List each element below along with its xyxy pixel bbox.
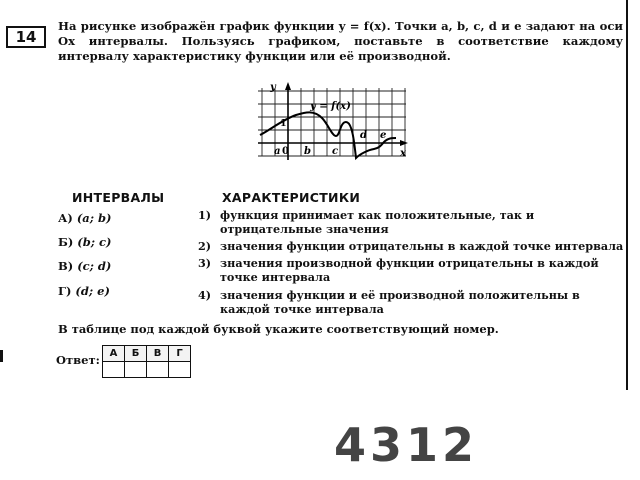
interval-letter: В): [58, 259, 74, 273]
characteristic-number: 1): [198, 208, 212, 222]
left-edge-mark: [0, 350, 3, 362]
interval-range: (c; d): [77, 259, 112, 273]
interval-letter: Г): [58, 284, 72, 298]
x-axis-arrow-icon: [400, 140, 408, 146]
characteristic-text: значения функции отрицательны в каждой точке интервала: [220, 239, 624, 253]
characteristic-3: [198, 257, 626, 284]
answer-label: Ответ:: [56, 353, 100, 367]
answer-header-g: Г: [169, 346, 191, 362]
function-graph: [256, 80, 416, 164]
point-a-label: a: [274, 146, 281, 157]
characteristic-4: [198, 289, 626, 316]
point-b-label: b: [304, 146, 311, 157]
characteristic-number: 4): [198, 288, 212, 302]
characteristic-number: 3): [198, 256, 212, 270]
point-c-label: c: [332, 146, 339, 157]
x-axis-label: x: [400, 148, 406, 159]
y-axis-label: y: [270, 82, 276, 93]
answer-header-a: А: [103, 346, 125, 362]
characteristic-2: [198, 240, 626, 254]
interval-d: [58, 284, 110, 298]
interval-range: (d; e): [75, 284, 110, 298]
characteristic-number: 2): [198, 239, 212, 253]
function-label: y = f(x): [310, 101, 351, 112]
answer-cell-a[interactable]: [103, 362, 125, 378]
origin-label: 0: [282, 146, 289, 157]
answer-header-b: Б: [125, 346, 147, 362]
point-e-label: e: [380, 130, 387, 141]
problem-text: На рисунке изображён график функции y = f(x). Точки a, b, c, d и e задают на оси Ox интервалы. Пользуясь графиком, поставьте в соответствие каждому интервалу характеристику функции или её производной.: [58, 19, 623, 63]
interval-a: [58, 211, 111, 225]
point-d-label: d: [360, 130, 367, 141]
interval-range: (a; b): [76, 211, 112, 225]
interval-c: [58, 259, 111, 273]
characteristic-text: значения функции и её производной положительны в каждой точке интервала: [220, 288, 580, 316]
interval-b: [58, 235, 111, 249]
interval-range: (b; c): [77, 235, 112, 249]
tick-one-label: 1: [280, 118, 287, 129]
y-axis-arrow-icon: [285, 82, 291, 90]
characteristic-text: функция принимает как положительные, так и отрицательные значения: [220, 208, 535, 236]
right-margin-rule: [626, 0, 628, 390]
answer-cell-g[interactable]: [169, 362, 191, 378]
intervals-header: ИНТЕРВАЛЫ: [72, 190, 165, 205]
answer-cell-v[interactable]: [147, 362, 169, 378]
interval-letter: А): [58, 211, 73, 225]
task-number-box: 14: [6, 26, 46, 48]
answer-header-v: В: [147, 346, 169, 362]
answer-cell-b[interactable]: [125, 362, 147, 378]
instruction-text: В таблице под каждой буквой укажите соответствующий номер.: [58, 322, 499, 336]
final-answer: 4312: [334, 418, 479, 472]
characteristic-1: [198, 209, 626, 236]
characteristic-text: значения производной функции отрицательны в каждой точке интервала: [220, 256, 599, 284]
answer-table: [102, 345, 191, 378]
interval-letter: Б): [58, 235, 74, 249]
characteristics-header: ХАРАКТЕРИСТИКИ: [222, 190, 361, 205]
